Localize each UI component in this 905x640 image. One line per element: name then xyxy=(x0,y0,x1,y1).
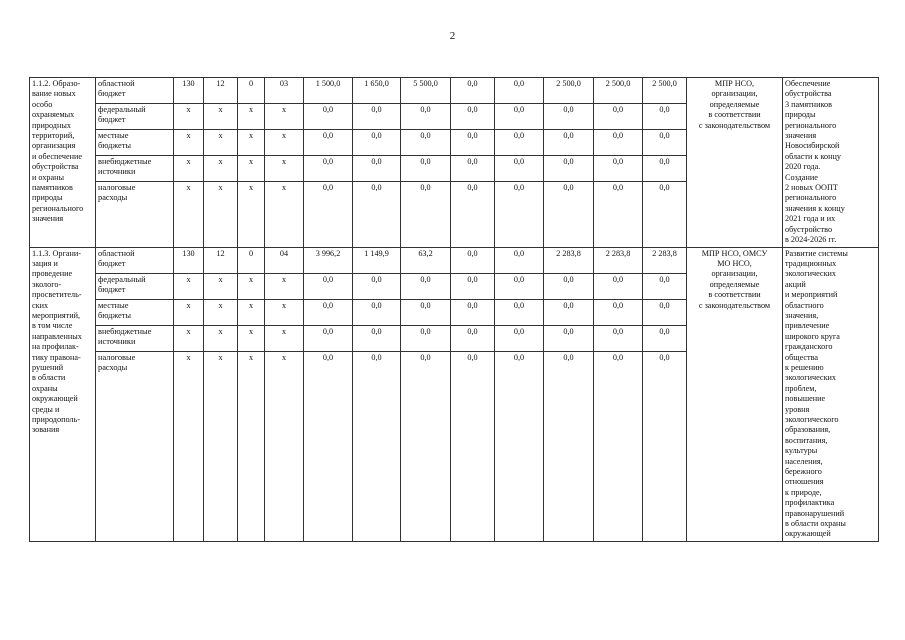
code-cell: x xyxy=(204,104,238,130)
amount-cell: 0,0 xyxy=(495,247,544,273)
amount-cell: 0,0 xyxy=(495,325,544,351)
code-cell: x xyxy=(174,325,204,351)
code-cell: x xyxy=(238,104,265,130)
funding-source-cell: федеральный бюджет xyxy=(96,104,174,130)
code-cell: x xyxy=(265,325,304,351)
funding-source-cell: внебюджетные источники xyxy=(96,325,174,351)
amount-cell: 0,0 xyxy=(544,182,594,248)
amount-cell: 0,0 xyxy=(544,351,594,541)
code-cell: x xyxy=(238,156,265,182)
amount-cell: 63,2 xyxy=(401,247,451,273)
code-cell: x xyxy=(174,299,204,325)
funding-source-cell: налоговые расходы xyxy=(96,182,174,248)
amount-cell: 0,0 xyxy=(451,130,495,156)
code-cell: x xyxy=(204,299,238,325)
amount-cell: 0,0 xyxy=(353,104,401,130)
amount-cell: 0,0 xyxy=(401,299,451,325)
code-cell: x xyxy=(265,182,304,248)
amount-cell: 0,0 xyxy=(594,182,643,248)
amount-cell: 0,0 xyxy=(643,299,687,325)
amount-cell: 0,0 xyxy=(353,156,401,182)
code-cell: x xyxy=(174,273,204,299)
code-cell: 130 xyxy=(174,247,204,273)
funding-source-cell: внебюджетные источники xyxy=(96,156,174,182)
amount-cell: 0,0 xyxy=(304,130,353,156)
code-cell: x xyxy=(174,182,204,248)
funding-source-cell: областной бюджет xyxy=(96,78,174,104)
code-cell: x xyxy=(204,156,238,182)
amount-cell: 0,0 xyxy=(451,351,495,541)
activity-name-cell: 1.1.3. Органи- зация и проведение эколого- просветитель- ских мероприятий, в том числе направленных на профилак- тику правона- рушений в области охраны окружающей среды и природополь- зования xyxy=(30,247,96,541)
amount-cell: 0,0 xyxy=(643,156,687,182)
amount-cell: 0,0 xyxy=(451,182,495,248)
code-cell: x xyxy=(265,299,304,325)
amount-cell: 0,0 xyxy=(495,130,544,156)
code-cell: x xyxy=(174,156,204,182)
amount-cell: 0,0 xyxy=(544,299,594,325)
amount-cell: 0,0 xyxy=(451,273,495,299)
funding-source-cell: областной бюджет xyxy=(96,247,174,273)
funding-source-cell: налоговые расходы xyxy=(96,351,174,541)
activity-name-cell: 1.1.2. Образо- вание новых особо охраняемых природных территорий, организация и обеспечение обустройства и охраны памятников природы регионального значения xyxy=(30,78,96,248)
amount-cell: 0,0 xyxy=(594,273,643,299)
amount-cell: 0,0 xyxy=(643,273,687,299)
amount-cell: 0,0 xyxy=(353,130,401,156)
amount-cell: 0,0 xyxy=(401,273,451,299)
amount-cell: 0,0 xyxy=(304,273,353,299)
amount-cell: 0,0 xyxy=(401,104,451,130)
amount-cell: 2 283,8 xyxy=(594,247,643,273)
amount-cell: 0,0 xyxy=(451,104,495,130)
amount-cell: 0,0 xyxy=(495,156,544,182)
code-cell: x xyxy=(174,130,204,156)
code-cell: 12 xyxy=(204,78,238,104)
funding-source-cell: местные бюджеты xyxy=(96,299,174,325)
code-cell: x xyxy=(265,351,304,541)
amount-cell: 0,0 xyxy=(544,156,594,182)
amount-cell: 0,0 xyxy=(495,351,544,541)
amount-cell: 1 149,9 xyxy=(353,247,401,273)
amount-cell: 0,0 xyxy=(643,182,687,248)
code-cell: x xyxy=(174,104,204,130)
amount-cell: 0,0 xyxy=(544,325,594,351)
code-cell: x xyxy=(238,325,265,351)
amount-cell: 0,0 xyxy=(594,130,643,156)
amount-cell: 0,0 xyxy=(401,325,451,351)
amount-cell: 0,0 xyxy=(353,273,401,299)
amount-cell: 2 283,8 xyxy=(643,247,687,273)
amount-cell: 0,0 xyxy=(495,273,544,299)
code-cell: x xyxy=(204,325,238,351)
amount-cell: 0,0 xyxy=(643,104,687,130)
amount-cell: 3 996,2 xyxy=(304,247,353,273)
amount-cell: 0,0 xyxy=(594,351,643,541)
table-row xyxy=(30,247,879,273)
amount-cell: 0,0 xyxy=(594,156,643,182)
funding-source-cell: местные бюджеты xyxy=(96,130,174,156)
executor-cell: МПР НСО, организации, определяемые в соответствии с законодательством xyxy=(687,78,783,248)
amount-cell: 0,0 xyxy=(304,351,353,541)
page-number: 2 xyxy=(449,30,456,42)
amount-cell: 0,0 xyxy=(544,104,594,130)
code-cell: 12 xyxy=(204,247,238,273)
amount-cell: 0,0 xyxy=(594,299,643,325)
amount-cell: 0,0 xyxy=(353,351,401,541)
amount-cell: 0,0 xyxy=(401,130,451,156)
code-cell: x xyxy=(265,273,304,299)
amount-cell: 0,0 xyxy=(304,299,353,325)
amount-cell: 0,0 xyxy=(304,104,353,130)
amount-cell: 0,0 xyxy=(544,273,594,299)
program-activities-table xyxy=(29,77,879,542)
code-cell: x xyxy=(238,130,265,156)
amount-cell: 0,0 xyxy=(643,325,687,351)
code-cell: x xyxy=(238,182,265,248)
code-cell: 0 xyxy=(238,247,265,273)
amount-cell: 2 500,0 xyxy=(643,78,687,104)
amount-cell: 0,0 xyxy=(401,156,451,182)
amount-cell: 0,0 xyxy=(304,156,353,182)
amount-cell: 0,0 xyxy=(304,182,353,248)
amount-cell: 0,0 xyxy=(401,182,451,248)
amount-cell: 0,0 xyxy=(594,325,643,351)
amount-cell: 0,0 xyxy=(594,104,643,130)
amount-cell: 0,0 xyxy=(495,104,544,130)
code-cell: x xyxy=(204,182,238,248)
expected-result-cell: Обеспечение обустройства 3 памятников природы регионального значения Новосибирской области к концу 2020 года. Создание 2 новых ООПТ регионального значения к концу 2021 года и их обустройство в 2024-2026 гг. xyxy=(783,78,879,248)
code-cell: 130 xyxy=(174,78,204,104)
amount-cell: 0,0 xyxy=(304,325,353,351)
amount-cell: 2 500,0 xyxy=(594,78,643,104)
amount-cell: 0,0 xyxy=(495,78,544,104)
table-row xyxy=(30,78,879,104)
expected-result-cell: Развитие системы традиционных экологических акций и мероприятий областного значения, привлечение широкого круга гражданского общества к решению экологических проблем, повышение уровня экологического образования, воспитания, культуры населения, бережного отношения к природе, профилактика правонарушений в области охраны окружающей xyxy=(783,247,879,541)
amount-cell: 2 283,8 xyxy=(544,247,594,273)
code-cell: x xyxy=(174,351,204,541)
amount-cell: 1 650,0 xyxy=(353,78,401,104)
amount-cell: 0,0 xyxy=(353,299,401,325)
code-cell: x xyxy=(238,273,265,299)
amount-cell: 0,0 xyxy=(544,130,594,156)
code-cell: x xyxy=(265,156,304,182)
code-cell: 0 xyxy=(238,78,265,104)
code-cell: x xyxy=(265,104,304,130)
amount-cell: 0,0 xyxy=(495,299,544,325)
amount-cell: 0,0 xyxy=(451,299,495,325)
funding-source-cell: федеральный бюджет xyxy=(96,273,174,299)
amount-cell: 0,0 xyxy=(643,351,687,541)
code-cell: x xyxy=(204,273,238,299)
code-cell: 04 xyxy=(265,247,304,273)
amount-cell: 0,0 xyxy=(643,130,687,156)
amount-cell: 2 500,0 xyxy=(544,78,594,104)
code-cell: x xyxy=(204,130,238,156)
executor-cell: МПР НСО, ОМСУ МО НСО, организации, определяемые в соответствии с законодательством xyxy=(687,247,783,541)
code-cell: x xyxy=(204,351,238,541)
amount-cell: 0,0 xyxy=(451,325,495,351)
amount-cell: 0,0 xyxy=(353,182,401,248)
amount-cell: 0,0 xyxy=(495,182,544,248)
code-cell: x xyxy=(238,351,265,541)
amount-cell: 0,0 xyxy=(353,325,401,351)
amount-cell: 5 500,0 xyxy=(401,78,451,104)
table-body xyxy=(30,78,879,542)
amount-cell: 0,0 xyxy=(451,247,495,273)
amount-cell: 0,0 xyxy=(451,78,495,104)
code-cell: 03 xyxy=(265,78,304,104)
code-cell: x xyxy=(265,130,304,156)
code-cell: x xyxy=(238,299,265,325)
amount-cell: 0,0 xyxy=(451,156,495,182)
amount-cell: 1 500,0 xyxy=(304,78,353,104)
amount-cell: 0,0 xyxy=(401,351,451,541)
